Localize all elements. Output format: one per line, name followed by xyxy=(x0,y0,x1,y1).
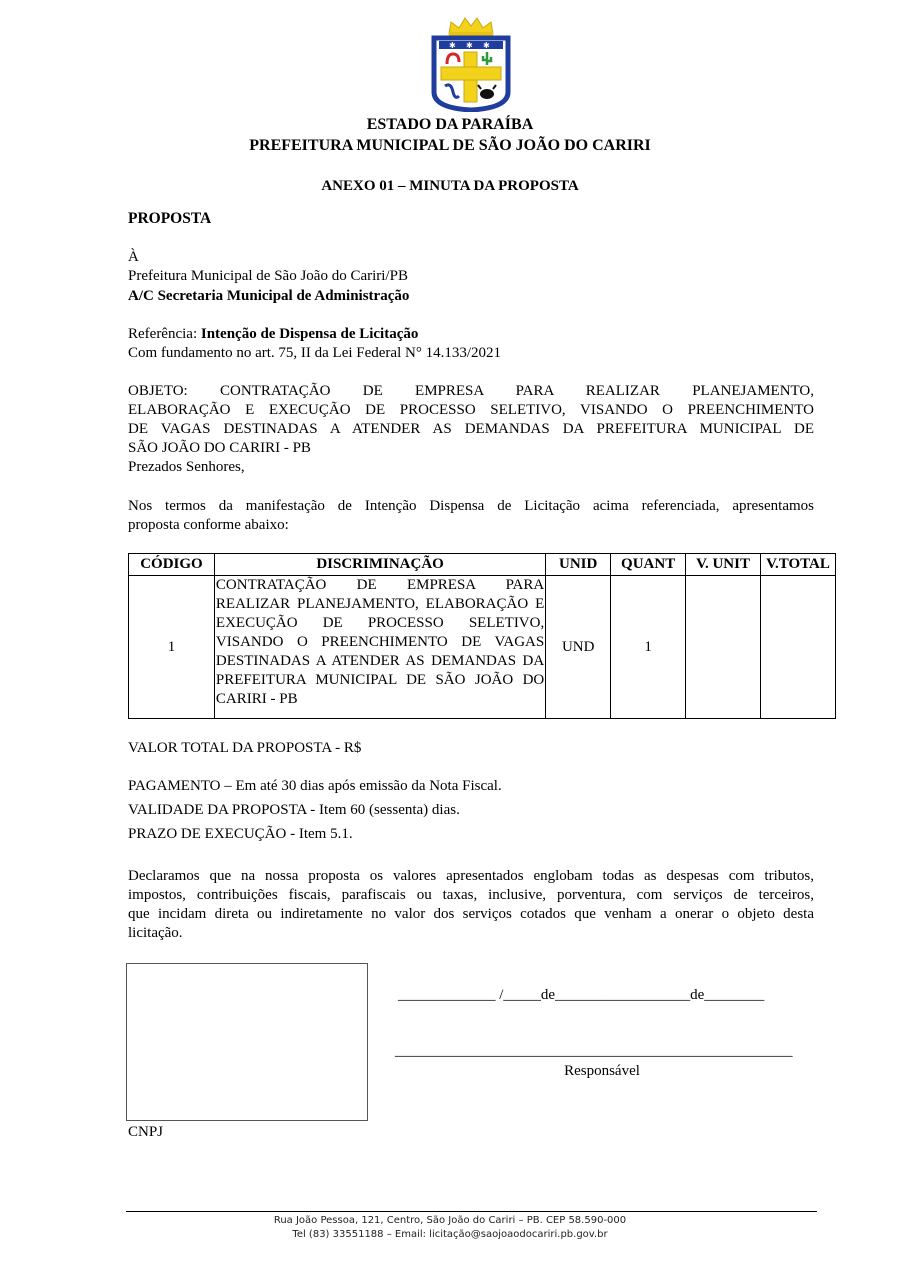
validity-terms: VALIDADE DA PROPOSTA - Item 60 (sessenta) dias. xyxy=(128,802,460,818)
recipient-to: À xyxy=(128,249,139,265)
description-line: REALIZAR PLANEJAMENTO, ELABORAÇÃO E xyxy=(215,596,545,612)
svg-text:✱: ✱ xyxy=(449,41,456,50)
description-line: CARIRI - PB xyxy=(215,691,298,707)
cell-description xyxy=(214,576,545,719)
cell-code: 1 xyxy=(129,576,215,719)
reference-label: Referência: xyxy=(128,326,201,342)
declaration-line: licitação. xyxy=(128,925,183,941)
signature-line: _____________________________________________________ xyxy=(395,1043,793,1059)
description-line: PREFEITURA MUNICIPAL DE SÃO JOÃO DO xyxy=(215,672,545,688)
object-line: ELABORAÇÃO E EXECUÇÃO DE PROCESSO SELETIVO, VISANDO O PREENCHIMENTO xyxy=(128,402,814,418)
municipal-crest-logo xyxy=(431,12,511,112)
intro-paragraph xyxy=(128,497,814,535)
total-value-label: VALOR TOTAL DA PROPOSTA - R$ xyxy=(128,740,362,756)
declaration-paragraph xyxy=(128,867,814,943)
recipient-org: Prefeitura Municipal de São João do Cariri/PB xyxy=(128,268,408,284)
svg-text:✱: ✱ xyxy=(483,41,490,50)
object-paragraph xyxy=(128,382,814,458)
table-header-row xyxy=(129,554,836,576)
header-unit-value: V. UNIT xyxy=(686,554,761,576)
legal-basis: Com fundamento no art. 75, II da Lei Federal N° 14.133/2021 xyxy=(128,345,502,361)
footer-contact: Tel (83) 33551188 – Email: licitação@saojoaodocariri.pb.gov.br xyxy=(292,1229,608,1240)
header-code: CÓDIGO xyxy=(129,554,215,576)
object-line: OBJETO: CONTRATAÇÃO DE EMPRESA PARA REALIZAR PLANEJAMENTO, xyxy=(128,383,814,399)
execution-terms: PRAZO DE EXECUÇÃO - Item 5.1. xyxy=(128,826,353,842)
responsible-label: Responsável xyxy=(564,1063,640,1079)
description-line: DESTINADAS A ATENDER AS DEMANDAS DA xyxy=(215,653,545,669)
object-line: SÃO JOÃO DO CARIRI - PB xyxy=(128,440,311,456)
intro-line: proposta conforme abaixo: xyxy=(128,517,289,533)
greeting: Prezados Senhores, xyxy=(128,459,245,475)
declaration-line: impostos, contribuições fiscais, parafiscais ou taxas, inclusive, porventura, com serviços de terceiros, xyxy=(128,887,814,903)
declaration-line: que incidam direta ou indiretamente no valor dos serviços cotados que venham a onerar o objeto desta xyxy=(128,906,814,922)
header-total-value: V.TOTAL xyxy=(760,554,835,576)
reference-value: Intenção de Dispensa de Licitação xyxy=(200,326,419,342)
description-line: VISANDO O PREENCHIMENTO DE VAGAS xyxy=(215,634,545,650)
declaration-line: Declaramos que na nossa proposta os valores apresentados englobam todas as despesas com tributos, xyxy=(128,868,814,884)
header-quantity: QUANT xyxy=(611,554,686,576)
cnpj-label: CNPJ xyxy=(128,1124,164,1140)
company-stamp-box xyxy=(126,963,368,1121)
description-line: EXECUÇÃO DE PROCESSO SELETIVO, xyxy=(215,615,545,631)
cell-unit: UND xyxy=(546,576,611,719)
proposal-table xyxy=(128,553,836,719)
description-line: CONTRATAÇÃO DE EMPRESA PARA xyxy=(215,577,545,593)
footer-divider xyxy=(126,1211,817,1212)
state-heading: ESTADO DA PARAÍBA xyxy=(366,116,534,133)
cell-total-value xyxy=(760,576,835,719)
proposal-title: PROPOSTA xyxy=(128,210,212,227)
reference-line xyxy=(128,325,418,344)
annex-title: ANEXO 01 – MINUTA DA PROPOSTA xyxy=(321,178,579,194)
cell-quantity: 1 xyxy=(611,576,686,719)
prefecture-heading: PREFEITURA MUNICIPAL DE SÃO JOÃO DO CARIRI xyxy=(249,137,651,154)
payment-terms: PAGAMENTO – Em até 30 dias após emissão da Nota Fiscal. xyxy=(128,778,502,794)
header-description: DISCRIMINAÇÃO xyxy=(214,554,545,576)
svg-text:✱: ✱ xyxy=(466,41,473,50)
recipient-attn: A/C Secretaria Municipal de Administração xyxy=(128,288,410,304)
date-line: _____________ /_____de__________________de________ xyxy=(398,987,765,1003)
header-unit: UNID xyxy=(546,554,611,576)
table-row xyxy=(129,576,836,719)
intro-line: Nos termos da manifestação de Intenção Dispensa de Licitação acima referenciada, apresentamos xyxy=(128,498,814,514)
footer-address: Rua João Pessoa, 121, Centro, São João do Cariri – PB. CEP 58.590-000 xyxy=(273,1215,627,1226)
cell-unit-value xyxy=(686,576,761,719)
object-line: DE VAGAS DESTINADAS A ATENDER AS DEMANDAS DA PREFEITURA MUNICIPAL DE xyxy=(128,421,814,437)
